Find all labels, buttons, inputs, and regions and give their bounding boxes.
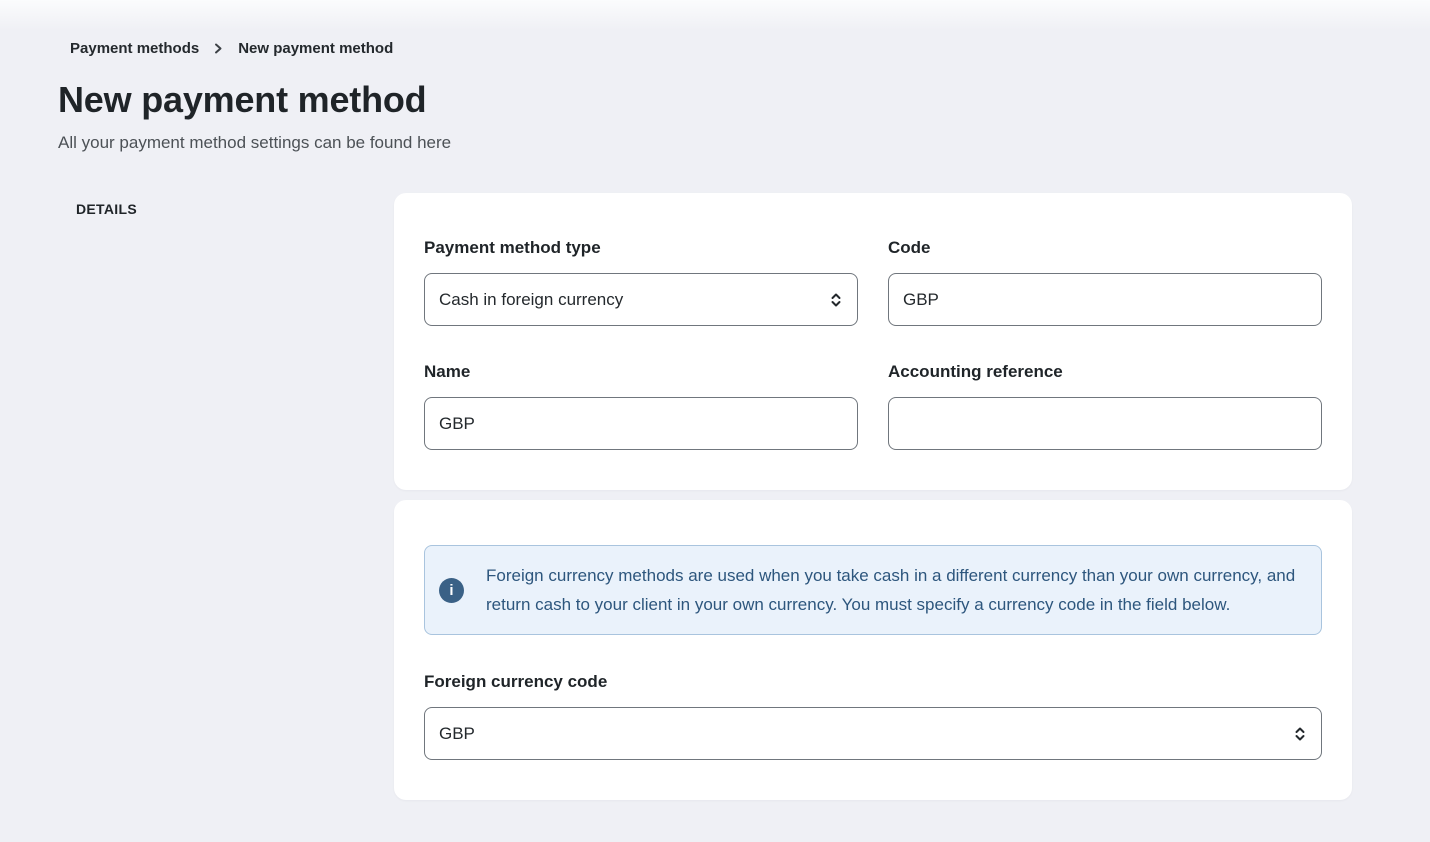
chevron-up-down-icon	[1293, 724, 1307, 744]
chevron-right-icon	[214, 42, 223, 55]
info-banner	[424, 545, 1322, 635]
foreign-currency-code-field	[424, 672, 1322, 760]
code-label: Code	[888, 238, 931, 257]
code-field	[888, 238, 1322, 326]
info-banner-text: Foreign currency methods are used when you take cash in a different currency than your own currency, and return cash to your client in your own currency. You must specify a currency code in the field below.	[486, 566, 1296, 614]
code-input[interactable]	[888, 273, 1322, 326]
details-card	[394, 193, 1352, 490]
page-title: New payment method	[58, 79, 427, 120]
name-field	[424, 362, 858, 450]
form-column	[394, 193, 1352, 800]
section-column	[58, 193, 394, 217]
page-subtitle: All your payment method settings can be found here	[58, 133, 452, 152]
accounting-reference-input[interactable]	[888, 397, 1322, 450]
payment-method-type-value: Cash in foreign currency	[439, 289, 624, 309]
accounting-reference-field	[888, 362, 1322, 450]
breadcrumb-item-payment-methods[interactable]: Payment methods	[70, 40, 200, 57]
payment-method-type-select[interactable]	[424, 273, 858, 326]
breadcrumb	[0, 0, 1430, 57]
breadcrumb-item-current: New payment method	[238, 40, 394, 57]
accounting-reference-label: Accounting reference	[888, 362, 1063, 381]
foreign-currency-code-value: GBP	[439, 723, 475, 743]
content-area	[0, 193, 1430, 800]
foreign-currency-card	[394, 500, 1352, 800]
name-input[interactable]	[424, 397, 858, 450]
name-label: Name	[424, 362, 471, 381]
foreign-currency-code-label: Foreign currency code	[424, 672, 608, 691]
details-form-grid	[424, 238, 1322, 450]
info-icon: i	[439, 578, 464, 603]
chevron-up-down-icon	[829, 290, 843, 310]
foreign-currency-code-select[interactable]	[424, 707, 1322, 760]
details-section-label: DETAILS	[76, 201, 137, 217]
payment-method-type-field	[424, 238, 858, 326]
payment-method-type-label: Payment method type	[424, 238, 601, 257]
